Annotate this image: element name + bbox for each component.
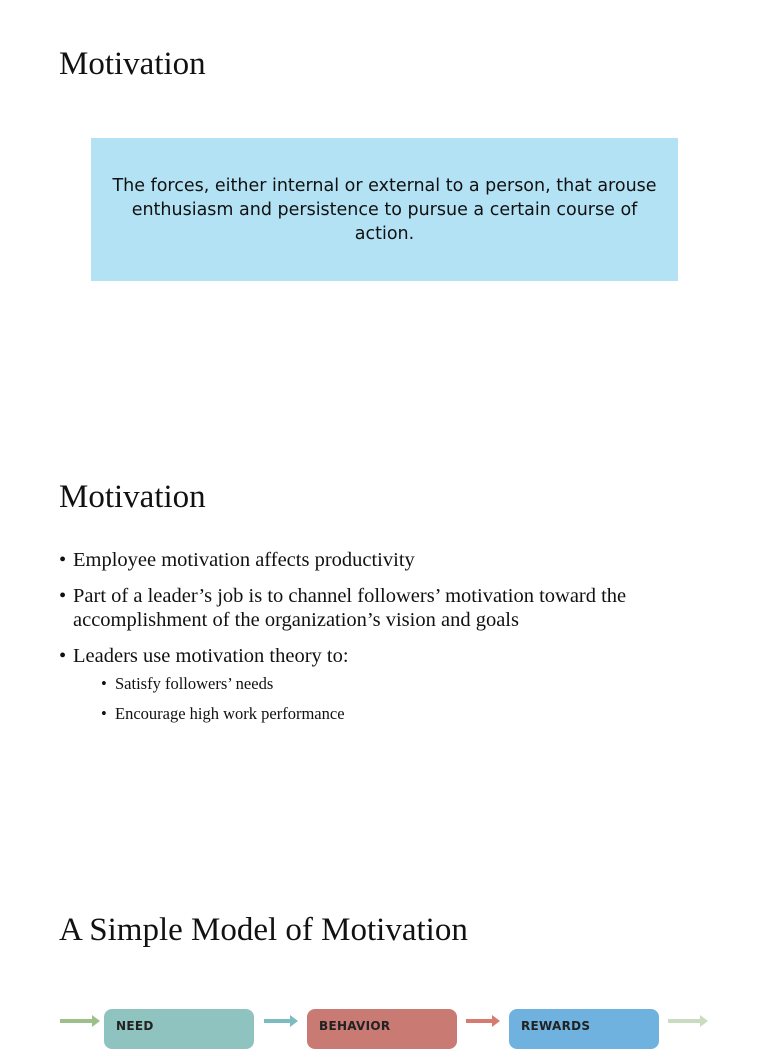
behavior-node: BEHAVIOR [307, 1009, 457, 1049]
motivation-model-diagram [0, 1005, 768, 1033]
arrow-icon [668, 1017, 702, 1025]
bullet-item: • Part of a leader’s job is to channel followers’ motivation toward the accomplishment of the organization’s vision and goals [59, 584, 719, 632]
bullet-item: • Leaders use motivation theory to: • Satisfy followers’ needs • Encourage high work performance [59, 644, 719, 724]
slide-title: Motivation [59, 46, 206, 82]
need-node: NEED [104, 1009, 254, 1049]
bullet-item: • Employee motivation affects productivity [59, 548, 719, 572]
arrow-icon [60, 1017, 94, 1025]
arrow-icon [466, 1017, 494, 1025]
slide-title: Motivation [59, 479, 206, 515]
slide-title: A Simple Model of Motivation [59, 912, 468, 948]
sub-bullet-item: • Encourage high work performance [101, 704, 719, 724]
sub-bullet-item: • Satisfy followers’ needs [101, 674, 719, 694]
arrow-icon [264, 1017, 292, 1025]
definition-text: The forces, either internal or external to a person, that arouse enthusiasm and persistence to pursue a certain course of action. [112, 175, 657, 244]
rewards-node: REWARDS [509, 1009, 659, 1049]
